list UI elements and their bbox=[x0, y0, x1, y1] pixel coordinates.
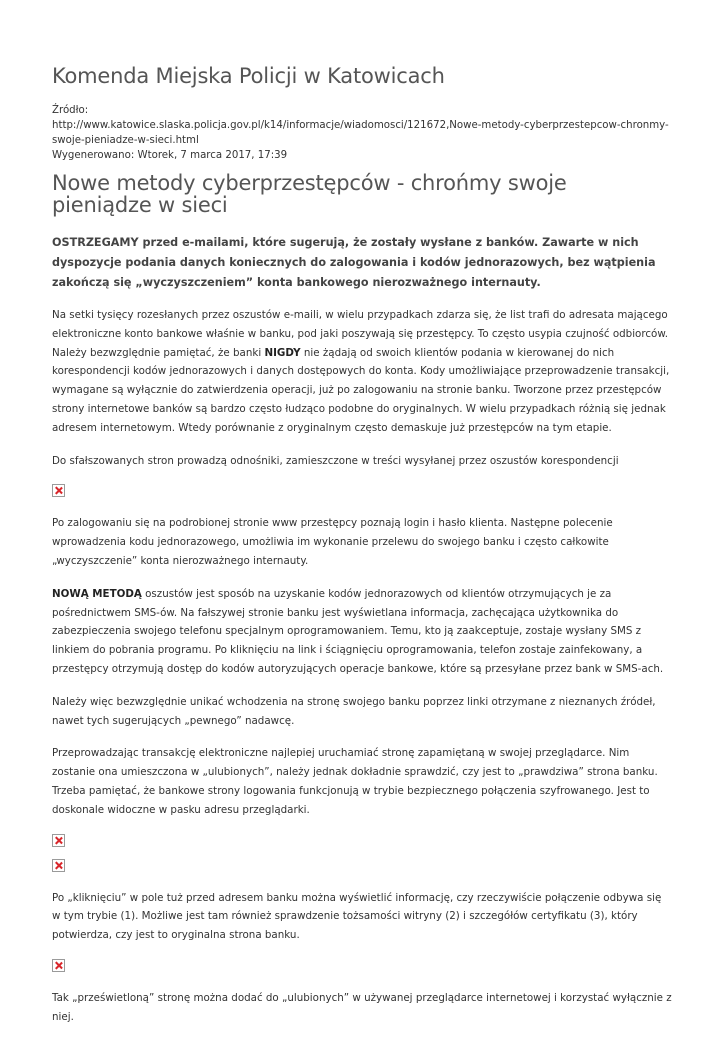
paragraph bbox=[52, 585, 672, 679]
broken-image-icon bbox=[52, 834, 65, 847]
paragraph: Po zalogowaniu się na podrobionej stronie www przestępcy poznają login i hasło klienta. Następne polecenie wprowadzenia kodu jednorazowego, umożliwia im wykonanie przelewu do swojego banku i często całkowite „wyczyszczenie” konta nierozważnego internauty. bbox=[52, 517, 613, 567]
broken-image-icon bbox=[52, 484, 65, 497]
emphasis-new-method: NOWĄ METODĄ bbox=[52, 587, 142, 600]
paragraph-text: oszustów jest sposób na uzyskanie kodów jednorazowych od klientów otrzymujących je za pośrednictwem SMS-ów. Na fałszywej stronie banku jest wyświetlana informacja, zachęcająca użytkownika do zabezpieczenia swojego telefonu specjalnym oprogramowaniem. Temu, kto ją zaakceptuje, zostaje wysłany SMS z linkiem do pobrania programu. Po kliknięciu na link i ściągnięciu oprogramowania, telefon zostaje zainfekowany, a przestępcy otrzymują dostęp do kodów autoryzujących operacje bankowe, które są przesyłane przez bank w SMS-ach. bbox=[52, 587, 664, 675]
paragraph-text: Na setki tysięcy rozesłanych przez oszustów e-maili, w wielu przypadkach zdarza się, że list trafi do adresata mającego elektroniczne konto bankowe właśnie w banku, pod jaki poszywają się przestępcy. To często usypia czujność odbiorców. Należy bezwzględnie pamiętać, że banki bbox=[52, 309, 669, 359]
paragraph: Po „kliknięciu” w pole tuż przed adresem banku można wyświetlić informację, czy rzeczywiście połączenie odbywa się w tym trybie (1). Możliwe jest tam również sprawdzenie tożsamości witryny (2) i szczegółów certyfikatu (3), który potwierdza, czy jest to oryginalna strona banku. bbox=[52, 891, 662, 942]
paragraph: Przeprowadzając transakcję elektroniczne najlepiej uruchamiać stronę zapamiętaną w swojej przeglądarce. Nim zostanie ona umieszczona w „ulubionych”, należy jednak dokładnie sprawdzić, czy jest to „prawdziwa” strona banku. Trzeba pamiętać, że bankowe strony logowania funkcjonują w trybie bezpiecznego połączenia szyfrowanego. Jest to doskonale widoczne w pasku adresu przeglądarki. bbox=[52, 747, 658, 816]
generated-date: Wygenerowano: Wtorek, 7 marca 2017, 17:39 bbox=[52, 150, 288, 161]
paragraph-text: nie żądają od swoich klientów podania w kierowanej do nich korespondencji kodów jednorazowych i danych dostępowych do konta. Kody umożliwiające przeprowadzenie transakcji, wymagane są wyłącznie do zatwierdzenia operacji, już po zalogowaniu na stronie banku. Tworzone przez przestępców strony internetowe banków są bardzo często łudząco podobne do oryginalnych. W wielu przypadkach różnią się jednak adresem internetowym. Wtedy porównanie z oryginalnym często demaskuje już przestępców na tym etapie. bbox=[52, 346, 670, 434]
document-meta bbox=[52, 103, 672, 163]
broken-image-icon bbox=[52, 859, 65, 872]
article-title: Nowe metody cyberprzestępców - chrońmy swoje pieniądze w sieci bbox=[52, 171, 567, 217]
source-label: Źródło: bbox=[52, 105, 89, 116]
article-lead: OSTRZEGAMY przed e-mailami, które sugerują, że zostały wysłane z banków. Zawarte w nich dyspozycje podania danych koniecznych do zalogowania i kodów jednorazowych, bez wątpienia zakończą się „wyczyszczeniem” konta bankowego nierozważnego internauty. bbox=[52, 236, 656, 289]
site-title: Komenda Miejska Policji w Katowicach bbox=[52, 64, 445, 88]
paragraph bbox=[52, 306, 672, 438]
source-url[interactable]: http://www.katowice.slaska.policja.gov.pl/k14/informacje/wiadomosci/121672,Nowe-metody-cyberprzestepcow-chronmy-swoje-pieniadze-w-sieci.html bbox=[52, 120, 669, 146]
paragraph: Tak „prześwietloną” stronę można dodać do „ulubionych” w używanej przeglądarce internetowej i korzystać wyłącznie z niej. bbox=[52, 991, 672, 1023]
broken-image-icon bbox=[52, 959, 65, 972]
paragraph: Do sfałszowanych stron prowadzą odnośniki, zamieszczone w treści wysyłanej przez oszustów korespondencji bbox=[52, 454, 619, 467]
emphasis-never: NIGDY bbox=[264, 346, 301, 359]
article-body bbox=[52, 306, 672, 1041]
paragraph: Należy więc bezwzględnie unikać wchodzenia na stronę swojego banku poprzez linki otrzymane z nieznanych źródeł, nawet tych sugerujących „pewnego” nadawcę. bbox=[52, 695, 656, 727]
